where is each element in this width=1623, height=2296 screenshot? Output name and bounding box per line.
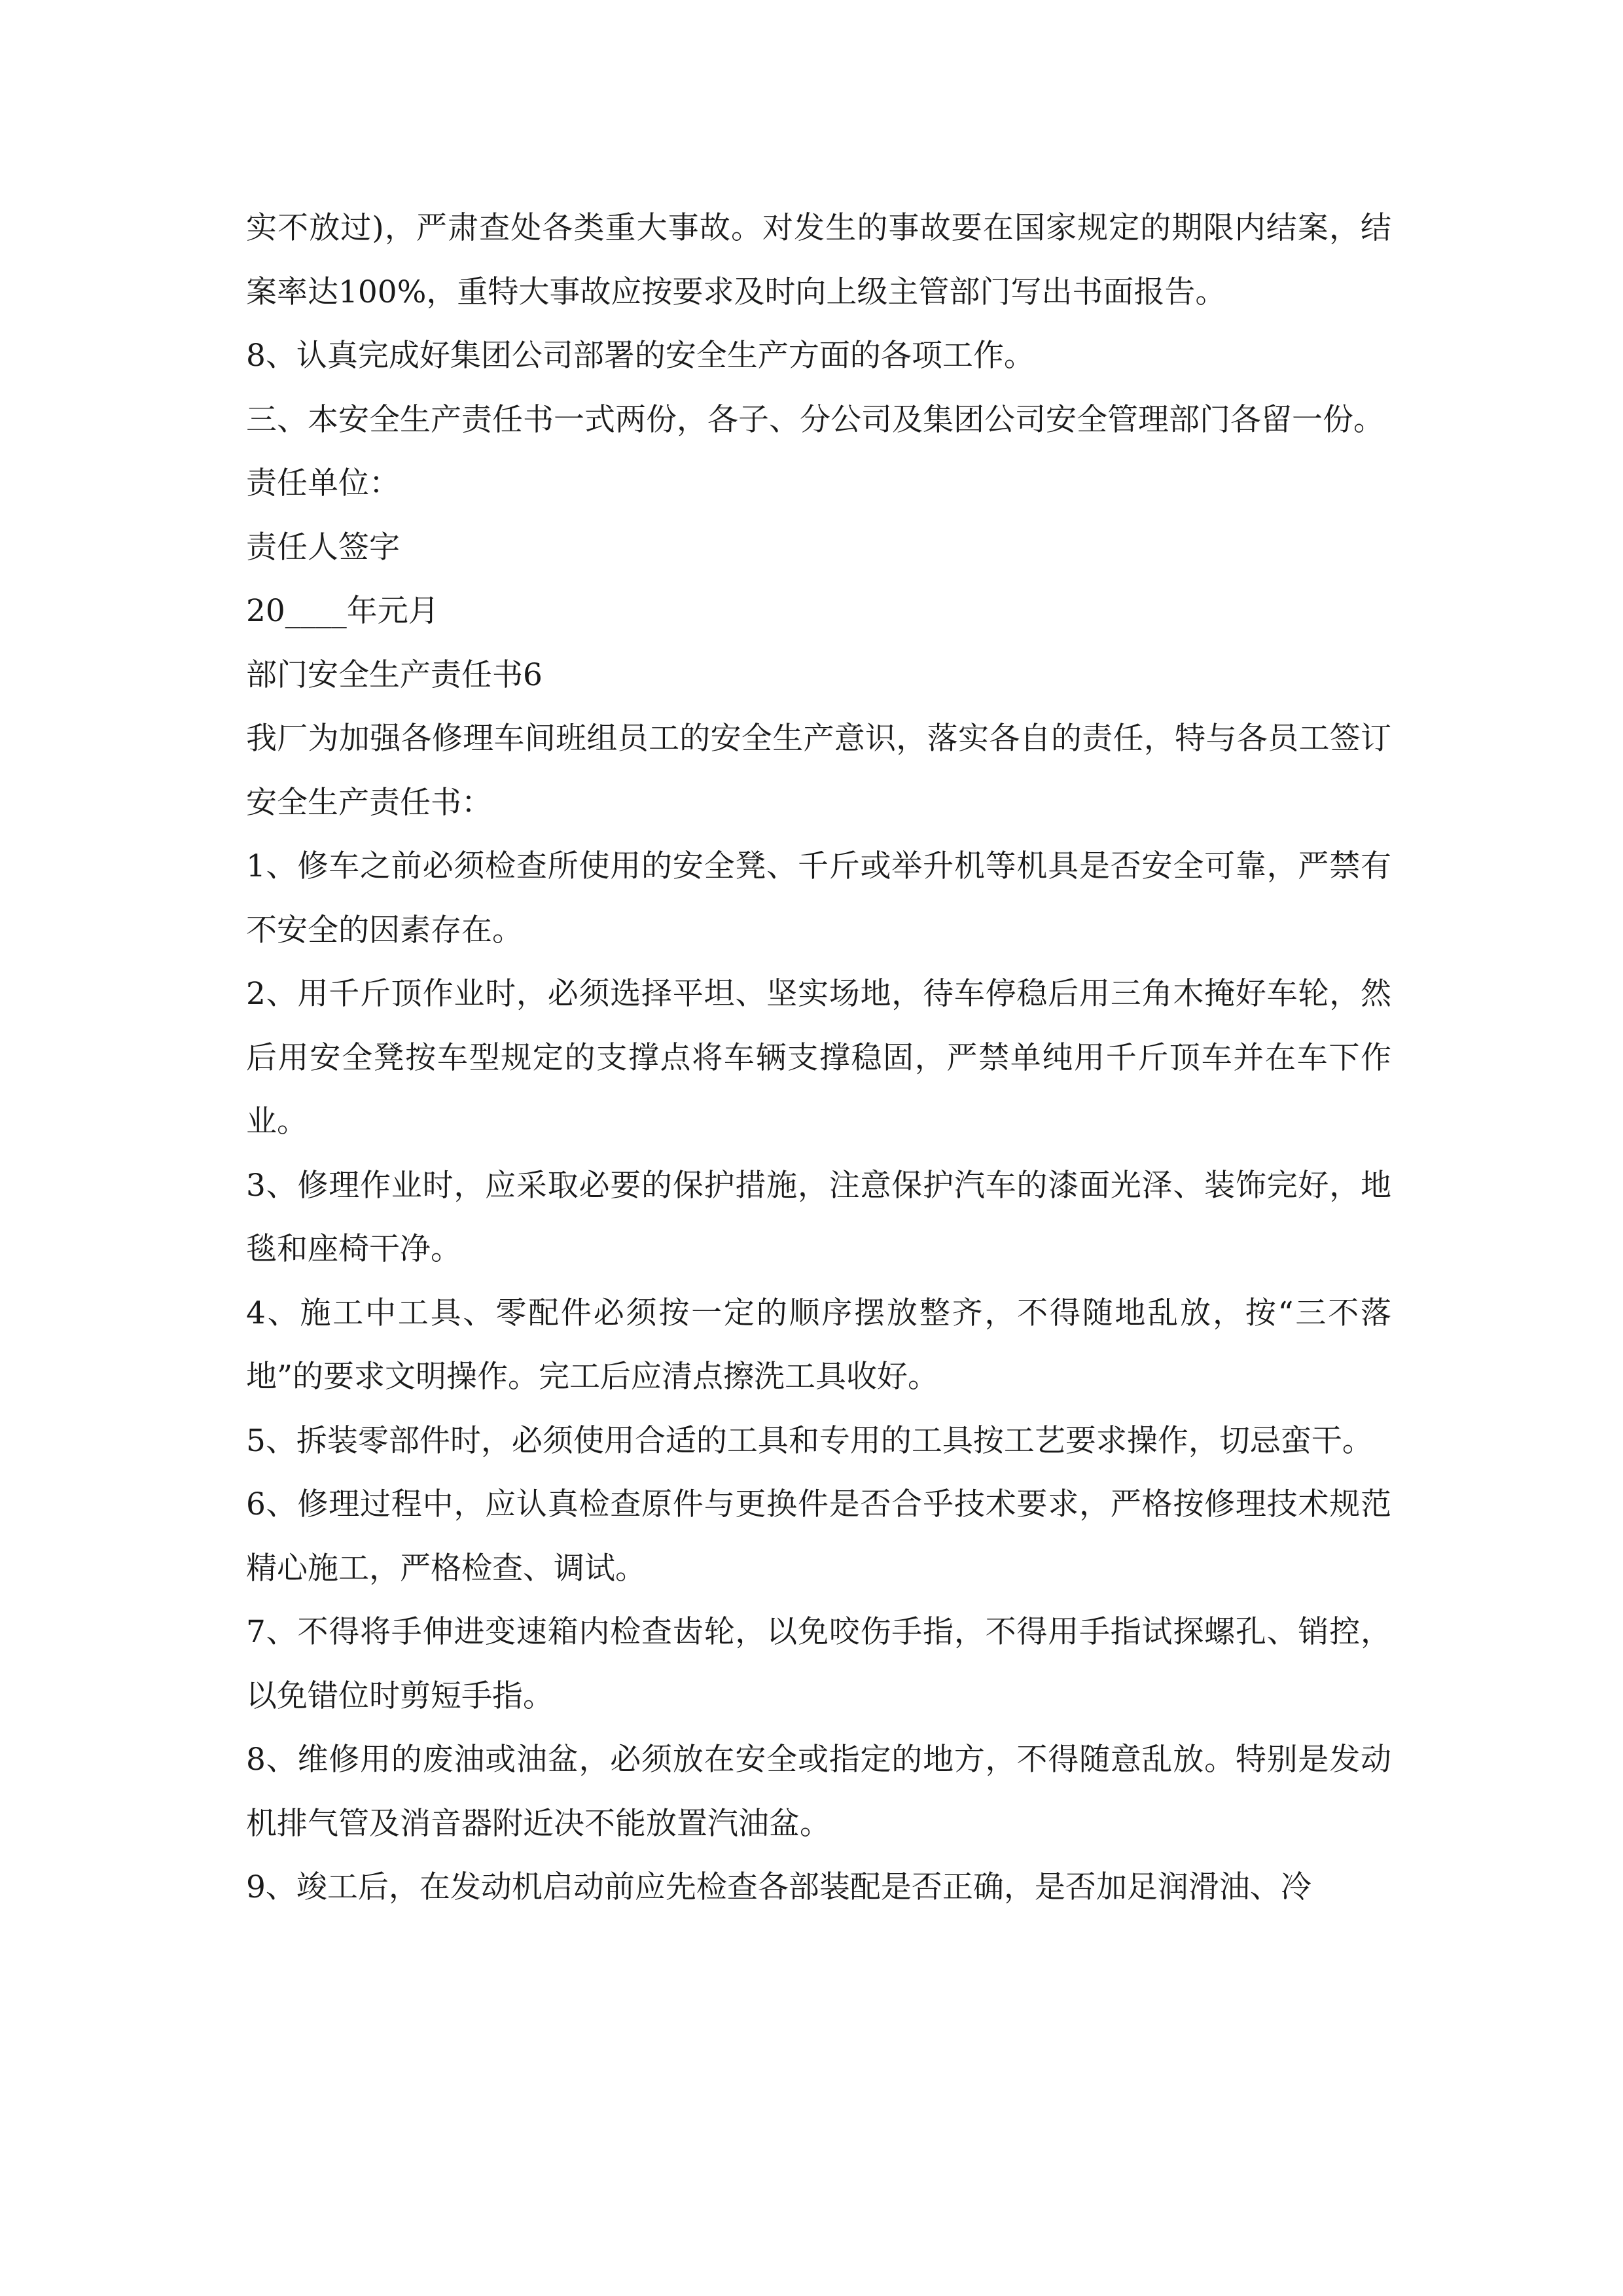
- paragraph-section-3: 三、本安全生产责任书一式两份，各子、分公司及集团公司安全管理部门各留一份。: [246, 401, 1384, 438]
- paragraph-item-8: 8、认真完成好集团公司部署的安全生产方面的各项工作。: [246, 338, 1035, 374]
- paragraph-intro: 我厂为加强各修理车间班组员工的安全生产意识，落实各自的责任，特与各员工签订安全生产责任书：: [246, 721, 1391, 821]
- responsible-unit-label: 责任单位：: [246, 465, 400, 501]
- rule-item-4: 4、施工中工具、零配件必须按一定的顺序摆放整齐，不得随地乱放，按“三不落地”的要求文明操作。完工后应清点擦洗工具收好。: [246, 1295, 1391, 1395]
- rule-item-8: 8、维修用的废油或油盆，必须放在安全或指定的地方，不得随意乱放。特别是发动机排气管及消音器附近决不能放置汽油盆。: [246, 1742, 1391, 1842]
- rule-item-1: 1、修车之前必须检查所使用的安全凳、千斤或举升机等机具是否安全可靠，严禁有不安全的因素存在。: [246, 848, 1391, 948]
- rule-item-6: 6、修理过程中，应认真检查原件与更换件是否合乎技术要求，严格按修理技术规范精心施工，严格检查、调试。: [246, 1486, 1391, 1587]
- section-heading: 部门安全生产责任书6: [246, 656, 543, 693]
- rule-item-5: 5、拆装零部件时，必须使用合适的工具和专用的工具按工艺要求操作，切忌蛮干。: [246, 1422, 1373, 1459]
- rule-item-7: 7、不得将手伸进变速箱内检查齿轮，以免咬伤手指，不得用手指试探螺孔、销控，以免错位时剪短手指。: [246, 1614, 1391, 1714]
- document-body: [246, 196, 1391, 1920]
- rule-item-3: 3、修理作业时，应采取必要的保护措施，注意保护汽车的漆面光泽、装饰完好，地毯和座椅干净。: [246, 1167, 1391, 1267]
- paragraph-accident-handling: 实不放过)，严肃查处各类重大事故。对发生的事故要在国家规定的期限内结案，结案率达100%，重特大事故应按要求及时向上级主管部门写出书面报告。: [246, 210, 1391, 310]
- rule-item-9: 9、竣工后，在发动机启动前应先检查各部装配是否正确，是否加足润滑油、冷: [246, 1869, 1311, 1905]
- date-line: 20____年元月: [246, 593, 439, 629]
- responsible-person-signature-label: 责任人签字: [246, 529, 400, 565]
- rule-item-2: 2、用千斤顶作业时，必须选择平坦、坚实场地，待车停稳后用三角木掩好车轮，然后用安全凳按车型规定的支撑点将车辆支撑稳固，严禁单纯用千斤顶车并在车下作业。: [246, 976, 1391, 1139]
